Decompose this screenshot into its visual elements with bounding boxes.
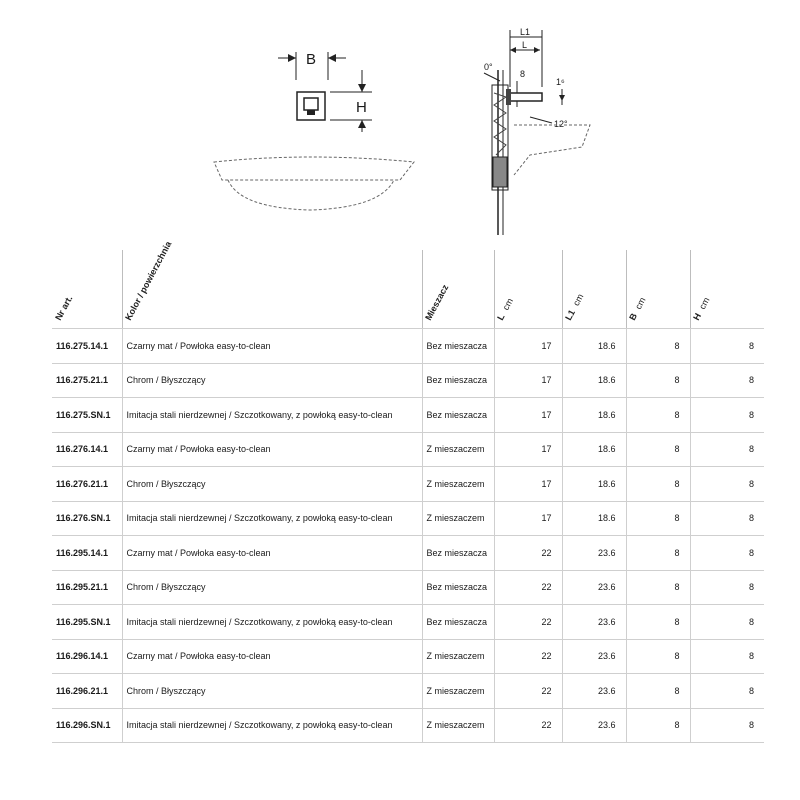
cell-b: 8 — [626, 674, 690, 709]
cell-h: 8 — [690, 639, 764, 674]
cell-h: 8 — [690, 674, 764, 709]
cell-l1: 23.6 — [562, 639, 626, 674]
cell-art: 116.296.21.1 — [52, 674, 122, 709]
cell-mixer: Bez mieszacza — [422, 570, 494, 605]
cell-l: 17 — [494, 432, 562, 467]
header-l-unit: cm — [500, 296, 516, 312]
faucet-front-spout — [307, 110, 315, 115]
cell-mixer: Bez mieszacza — [422, 363, 494, 398]
header-l1-label — [563, 292, 585, 322]
cell-b: 8 — [626, 605, 690, 640]
cell-b: 8 — [626, 363, 690, 398]
cell-art: 116.295.14.1 — [52, 536, 122, 571]
cell-color: Czarny mat / Powłoka easy-to-clean — [122, 432, 422, 467]
cell-mixer: Z mieszaczem — [422, 708, 494, 743]
l-arrow-left — [510, 47, 516, 53]
cell-l: 22 — [494, 605, 562, 640]
cell-mixer: Bez mieszacza — [422, 605, 494, 640]
cell-mixer: Bez mieszacza — [422, 398, 494, 433]
dim-8-label: 8 — [520, 69, 526, 79]
cell-l: 22 — [494, 674, 562, 709]
cell-l: 17 — [494, 363, 562, 398]
l-label: L — [522, 40, 528, 50]
header-art — [52, 250, 123, 328]
cell-b: 8 — [626, 432, 690, 467]
cell-l1: 18.6 — [562, 432, 626, 467]
dim-16-label: 1⁶ — [556, 77, 565, 87]
cell-h: 8 — [690, 708, 764, 743]
header-h-text: H — [691, 311, 704, 322]
table-row — [52, 674, 764, 709]
header-h-unit: cm — [697, 295, 712, 311]
cell-art: 116.276.SN.1 — [52, 501, 122, 536]
cell-art: 116.295.21.1 — [52, 570, 122, 605]
cell-art: 116.275.14.1 — [52, 329, 122, 364]
cell-mixer: Z mieszaczem — [422, 432, 494, 467]
cell-l1: 18.6 — [562, 398, 626, 433]
table-row — [52, 536, 764, 571]
cell-art: 116.276.21.1 — [52, 467, 122, 502]
cell-color: Imitacja stali nierdzewnej / Szczotkowany, z powłoką easy-to-clean — [122, 708, 422, 743]
header-mixer — [422, 250, 495, 328]
cell-h: 8 — [690, 329, 764, 364]
cell-h: 8 — [690, 605, 764, 640]
cell-b: 8 — [626, 536, 690, 571]
basin-front-bowl — [228, 180, 394, 210]
header-b — [626, 250, 691, 328]
cell-l1: 18.6 — [562, 329, 626, 364]
dim-16-arrow — [559, 95, 565, 101]
cell-l1: 23.6 — [562, 708, 626, 743]
cell-mixer: Z mieszaczem — [422, 639, 494, 674]
table-row — [52, 570, 764, 605]
faucet-front-outline — [297, 92, 325, 120]
cell-b: 8 — [626, 708, 690, 743]
cell-l1: 23.6 — [562, 674, 626, 709]
cell-l1: 18.6 — [562, 501, 626, 536]
header-l — [494, 250, 563, 328]
cell-color: Czarny mat / Powłoka easy-to-clean — [122, 536, 422, 571]
cell-h: 8 — [690, 536, 764, 571]
cell-b: 8 — [626, 501, 690, 536]
header-l1-unit: cm — [570, 292, 586, 308]
cell-mixer: Bez mieszacza — [422, 536, 494, 571]
cell-l: 17 — [494, 398, 562, 433]
cell-mixer: Z mieszaczem — [422, 674, 494, 709]
header-h — [690, 250, 764, 328]
spout-side — [508, 93, 542, 101]
cell-mixer: Z mieszaczem — [422, 501, 494, 536]
cell-mixer: Z mieszaczem — [422, 467, 494, 502]
cell-l: 22 — [494, 708, 562, 743]
cell-color: Imitacja stali nierdzewnej / Szczotkowany, z powłoką easy-to-clean — [122, 501, 422, 536]
cell-art: 116.295.SN.1 — [52, 605, 122, 640]
table-row — [52, 363, 764, 398]
cell-art: 116.275.21.1 — [52, 363, 122, 398]
cell-b: 8 — [626, 639, 690, 674]
cell-l: 22 — [494, 570, 562, 605]
cell-mixer: Bez mieszacza — [422, 329, 494, 364]
wall-mounting-block — [493, 157, 507, 187]
header-h-label — [691, 296, 711, 322]
cell-b: 8 — [626, 467, 690, 502]
b-arrow-right — [328, 54, 336, 62]
cell-l: 17 — [494, 467, 562, 502]
header-b-label — [627, 296, 647, 322]
front-view-drawing — [200, 40, 430, 220]
header-l-text: L — [495, 312, 507, 322]
basin-front-outline — [214, 157, 414, 180]
l1-label: L1 — [520, 27, 531, 37]
side-view-drawing — [470, 25, 610, 240]
header-l-label — [495, 297, 515, 322]
table-row — [52, 708, 764, 743]
spec-table — [52, 328, 764, 743]
header-color — [122, 239, 423, 328]
header-l1 — [562, 250, 627, 328]
b-arrow-left — [288, 54, 296, 62]
wall-mechanism — [494, 93, 506, 155]
cell-l: 17 — [494, 329, 562, 364]
cell-b: 8 — [626, 570, 690, 605]
cell-color: Imitacja stali nierdzewnej / Szczotkowany, z powłoką easy-to-clean — [122, 605, 422, 640]
cell-b: 8 — [626, 398, 690, 433]
header-l1-text: L1 — [563, 308, 577, 322]
header-b-text: B — [627, 311, 640, 322]
l-arrow-right — [534, 47, 540, 53]
table-row — [52, 467, 764, 502]
table-row — [52, 639, 764, 674]
cell-color: Imitacja stali nierdzewnej / Szczotkowany, z powłoką easy-to-clean — [122, 398, 422, 433]
cell-l1: 23.6 — [562, 536, 626, 571]
cell-color: Czarny mat / Powłoka easy-to-clean — [122, 639, 422, 674]
cell-l1: 18.6 — [562, 467, 626, 502]
h-arrow-top — [358, 84, 366, 92]
table-row — [52, 432, 764, 467]
cell-h: 8 — [690, 501, 764, 536]
cell-l1: 23.6 — [562, 605, 626, 640]
cell-art: 116.276.14.1 — [52, 432, 122, 467]
h-arrow-bottom — [358, 120, 366, 128]
header-b-unit: cm — [633, 295, 648, 311]
header-mixer-label: Mieszacz — [423, 282, 451, 322]
cell-art: 116.296.14.1 — [52, 639, 122, 674]
cell-h: 8 — [690, 363, 764, 398]
angle-12-label: 12° — [554, 119, 568, 129]
table-row — [52, 329, 764, 364]
header-art-label: Nr art. — [53, 293, 75, 322]
cell-h: 8 — [690, 467, 764, 502]
cell-l1: 18.6 — [562, 363, 626, 398]
cell-l1: 23.6 — [562, 570, 626, 605]
h-label: H — [356, 99, 367, 116]
cell-h: 8 — [690, 398, 764, 433]
table-row — [52, 605, 764, 640]
table-row — [52, 501, 764, 536]
b-label: B — [306, 51, 317, 68]
cell-art: 116.296.SN.1 — [52, 708, 122, 743]
basin-side-outline — [514, 125, 590, 175]
cell-color: Chrom / Błyszczący — [122, 467, 422, 502]
cell-l: 22 — [494, 639, 562, 674]
cell-l: 17 — [494, 501, 562, 536]
faucet-front-inner — [304, 98, 318, 110]
table-row — [52, 398, 764, 433]
spout-plate — [506, 89, 511, 105]
angle-0-label: 0° — [484, 62, 493, 72]
cell-color: Chrom / Błyszczący — [122, 570, 422, 605]
cell-h: 8 — [690, 432, 764, 467]
cell-color: Chrom / Błyszczący — [122, 363, 422, 398]
header-color-label: Kolor / powierzchnia — [123, 239, 174, 322]
cell-art: 116.275.SN.1 — [52, 398, 122, 433]
cell-b: 8 — [626, 329, 690, 364]
cell-color: Chrom / Błyszczący — [122, 674, 422, 709]
cell-l: 22 — [494, 536, 562, 571]
cell-color: Czarny mat / Powłoka easy-to-clean — [122, 329, 422, 364]
cell-h: 8 — [690, 570, 764, 605]
angle-12-line — [530, 117, 552, 123]
